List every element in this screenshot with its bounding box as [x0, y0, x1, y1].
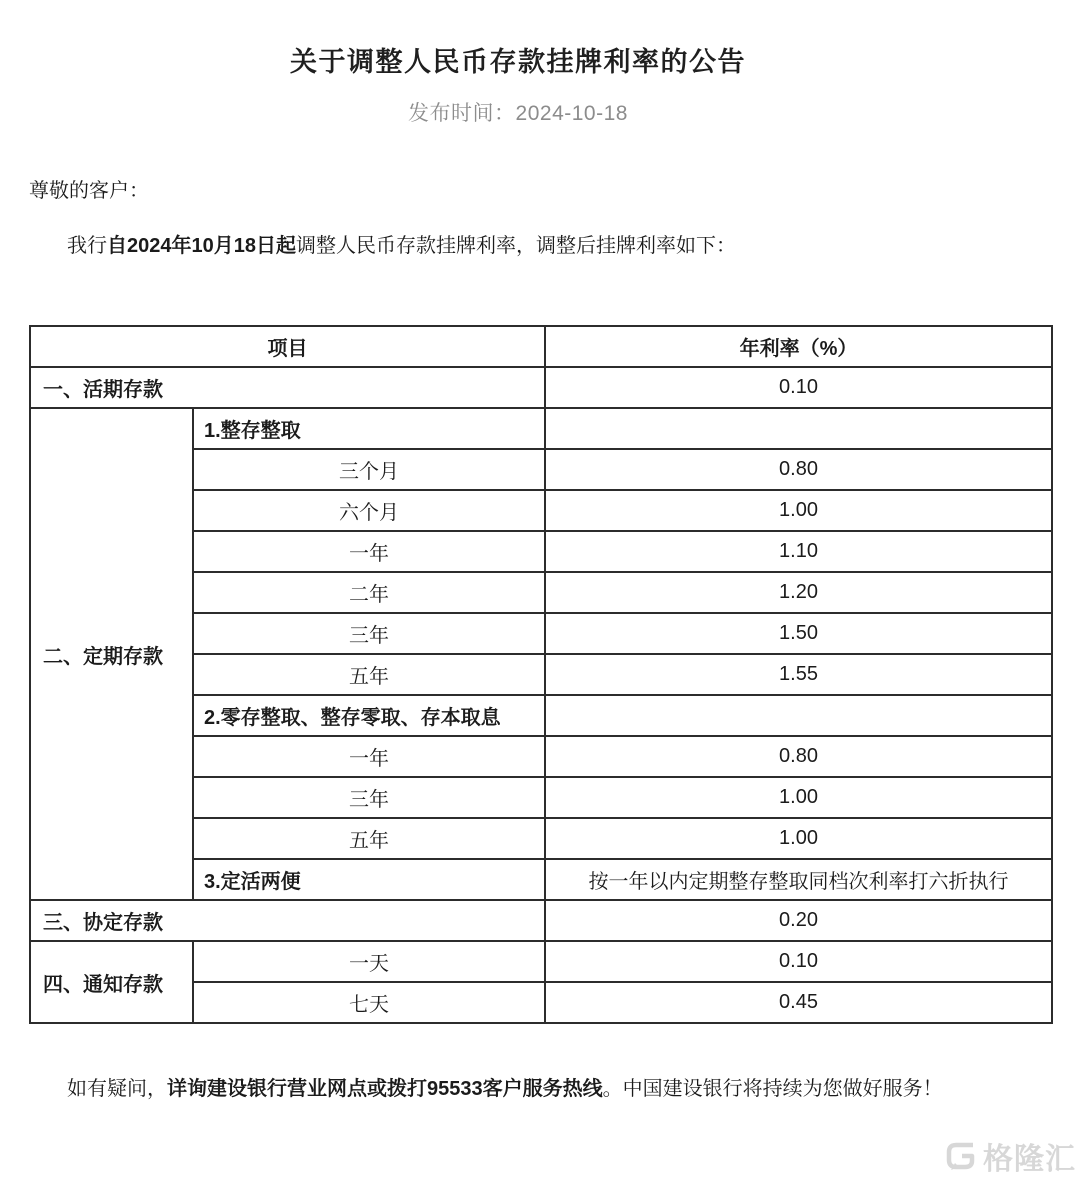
announcement-document — [0, 40, 1080, 1103]
table-row-agreement-deposit — [30, 900, 1052, 941]
rate-cell: 1.20 — [545, 572, 1052, 613]
label-cell: 三、协定存款 — [30, 900, 545, 941]
header-cell-rate: 年利率（%） — [545, 326, 1052, 367]
term-cell: 二年 — [193, 572, 545, 613]
deposit-rate-table — [29, 325, 1053, 1024]
rate-cell: 按一年以内定期整存整取同档次利率打六折执行 — [545, 859, 1052, 900]
table-row-notice-deposit — [30, 941, 1052, 982]
rate-cell: 0.45 — [545, 982, 1052, 1023]
label-cell: 一、活期存款 — [30, 367, 545, 408]
intro-paragraph — [29, 232, 1053, 260]
rate-cell: 1.00 — [545, 818, 1052, 859]
rate-cell — [545, 695, 1052, 736]
footer-note — [29, 1075, 1053, 1103]
term-cell: 五年 — [193, 654, 545, 695]
gelonghui-watermark-text: 格隆汇 — [983, 1143, 1076, 1176]
table-row-lump-sum-header — [30, 408, 1052, 449]
term-cell: 七天 — [193, 982, 545, 1023]
label-cell-time-deposit: 二、定期存款 — [30, 408, 193, 900]
intro-effective-date: 自2024年10月18日起 — [107, 235, 296, 257]
term-cell: 五年 — [193, 818, 545, 859]
gelonghui-watermark — [943, 1134, 1076, 1178]
label-cell: 2.零存整取、整存零取、存本取息 — [193, 695, 545, 736]
term-cell: 三个月 — [193, 449, 545, 490]
term-cell: 三年 — [193, 613, 545, 654]
gelonghui-logo-icon — [943, 1138, 979, 1174]
term-cell: 一天 — [193, 941, 545, 982]
rate-cell: 1.00 — [545, 777, 1052, 818]
rate-cell — [545, 408, 1052, 449]
footer-hotline: 详询建设银行营业网点或拨打95533客户服务热线 — [167, 1078, 603, 1100]
rate-cell: 1.55 — [545, 654, 1052, 695]
table-row-demand-deposit — [30, 367, 1052, 408]
rate-cell: 1.50 — [545, 613, 1052, 654]
label-cell: 3.定活两便 — [193, 859, 545, 900]
rate-cell: 0.10 — [545, 367, 1052, 408]
term-cell: 一年 — [193, 736, 545, 777]
rate-cell: 1.10 — [545, 531, 1052, 572]
document-header — [29, 40, 1007, 127]
greeting-line: 尊敬的客户： — [29, 180, 149, 202]
label-cell: 1.整存整取 — [193, 408, 545, 449]
rate-cell: 0.80 — [545, 449, 1052, 490]
header-cell-item: 项目 — [30, 326, 545, 367]
term-cell: 三年 — [193, 777, 545, 818]
table-header-row — [30, 326, 1052, 367]
term-cell: 一年 — [193, 531, 545, 572]
intro-prefix: 我行 — [67, 235, 107, 257]
rate-cell: 0.10 — [545, 941, 1052, 982]
footer-suffix: 。中国建设银行将持续为您做好服务！ — [602, 1078, 943, 1100]
rate-cell: 0.20 — [545, 900, 1052, 941]
label-cell-notice-deposit: 四、通知存款 — [30, 941, 193, 1023]
rate-cell: 1.00 — [545, 490, 1052, 531]
term-cell: 六个月 — [193, 490, 545, 531]
intro-suffix: 调整人民币存款挂牌利率，调整后挂牌利率如下： — [295, 235, 736, 257]
rate-cell: 0.80 — [545, 736, 1052, 777]
publish-time: 发布时间：2024-10-18 — [408, 102, 628, 125]
page-title: 关于调整人民币存款挂牌利率的公告 — [290, 47, 746, 77]
footer-prefix: 如有疑问， — [67, 1078, 167, 1100]
